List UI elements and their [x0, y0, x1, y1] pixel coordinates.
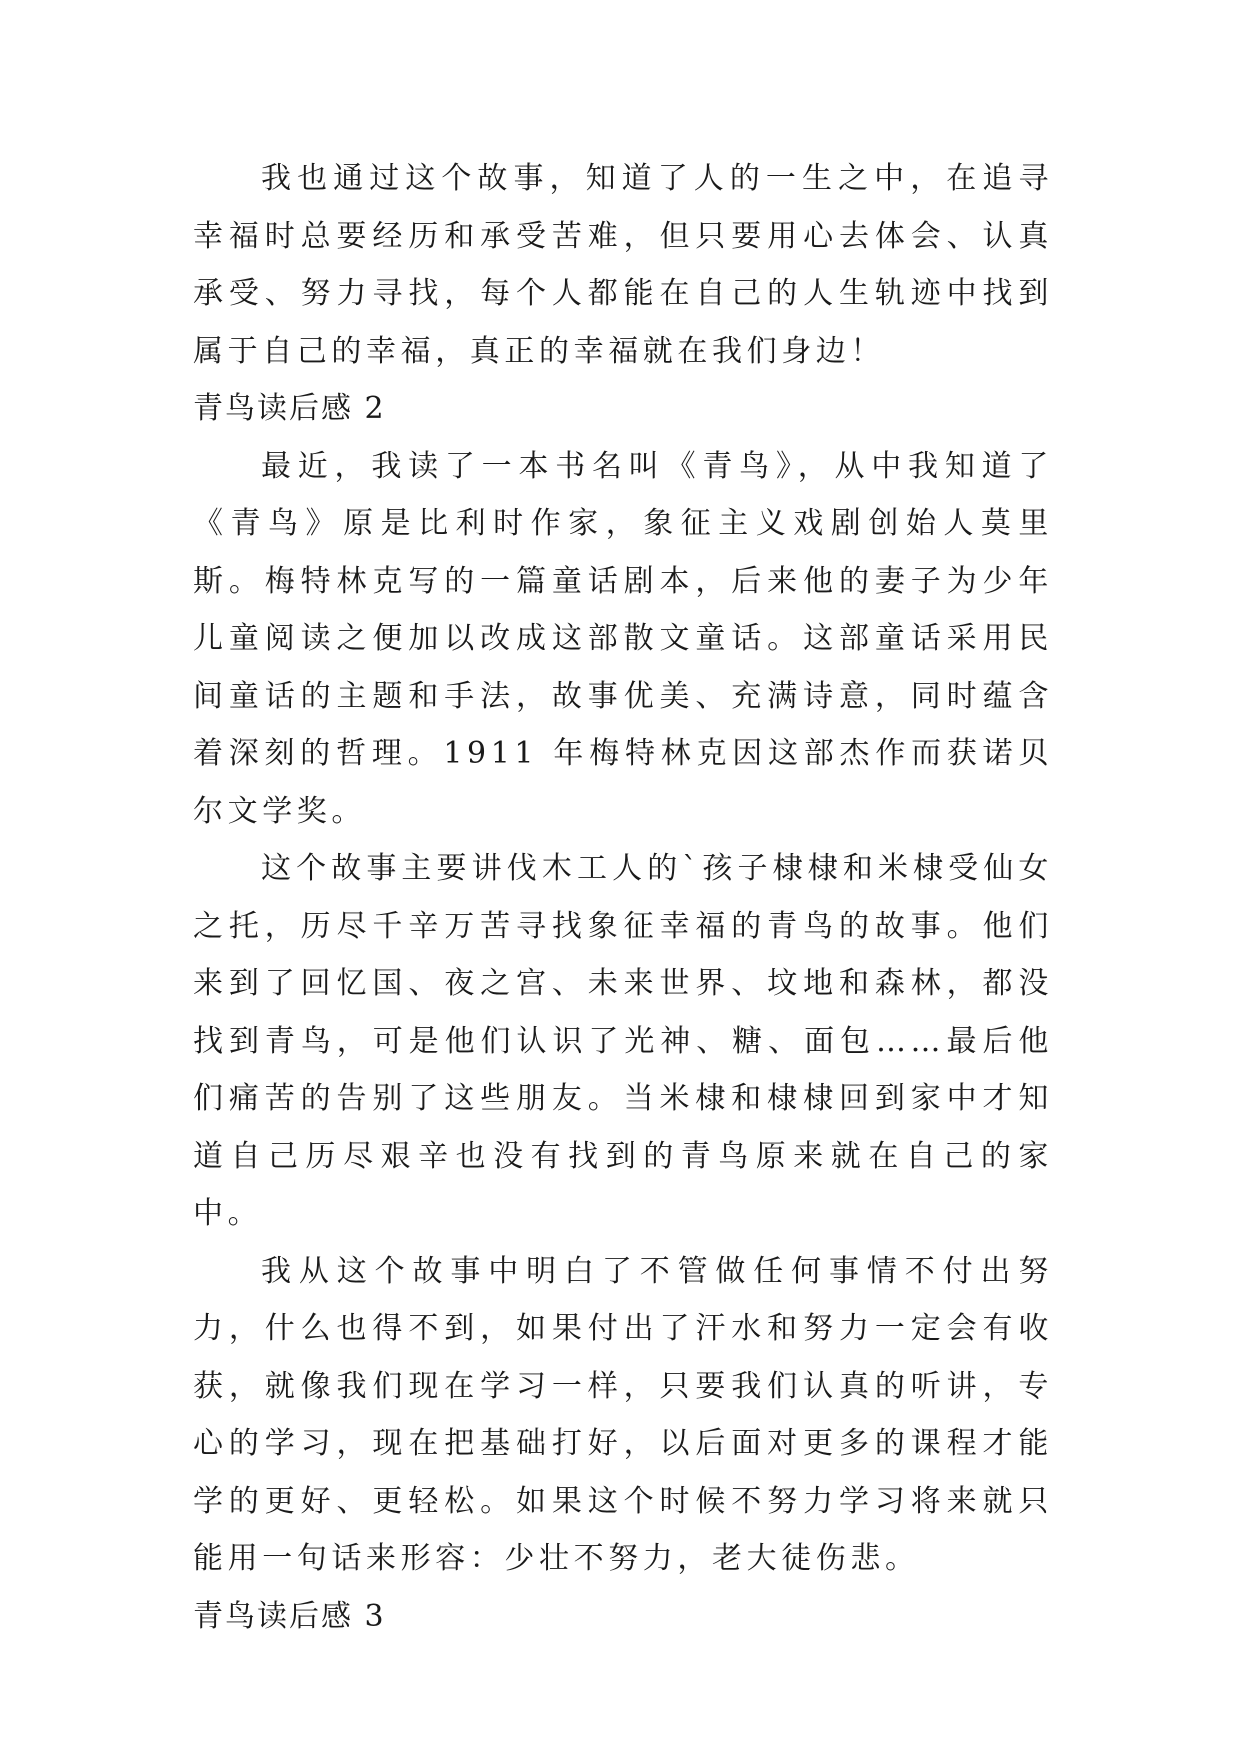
paragraph-story-summary: 这个故事主要讲伐木工人的`孩子棣棣和米棣受仙女之托，历尽千辛万苦寻找象征幸福的青鸟的故事。他们来到了回忆国、夜之宫、未来世界、坟地和森林，都没找到青鸟，可是他们认识了光神、糖、面包……最后他们痛苦的告别了这些朋友。当米棣和棣棣回到家中才知道自己历尽艰辛也没有找到的青鸟原来就在自己的家中。 [193, 851, 1053, 1231]
paragraph-lesson-learned: 我从这个故事中明白了不管做任何事情不付出努力，什么也得不到，如果付出了汗水和努力一定会有收获，就像我们现在学习一样，只要我们认真的听讲，专心的学习，现在把基础打好，以后面对更多的课程才能学的更好、更轻松。如果这个时候不努力学习将来就只能用一句话来形容：少壮不努力，老大徒伤悲。 [193, 1253, 1053, 1576]
document-body [193, 150, 1053, 1645]
section-heading-2: 青鸟读后感 2 [193, 391, 386, 426]
paragraph-book-introduction: 最近，我读了一本书名叫《青鸟》，从中我知道了《青鸟》原是比利时作家，象征主义戏剧创始人莫里斯。梅特林克写的一篇童话剧本，后来他的妻子为少年儿童阅读之便加以改成这部散文童话。这部童话采用民间童话的主题和手法，故事优美、充满诗意，同时蕴含着深刻的哲理。1911 年梅特林克因这部杰作而获诺贝尔文学奖。 [193, 448, 1053, 829]
section-heading-3: 青鸟读后感 3 [193, 1598, 386, 1634]
paragraph-happiness-reflection: 我也通过这个故事，知道了人的一生之中，在追寻幸福时总要经历和承受苦难，但只要用心去体会、认真承受、努力寻找，每个人都能在自己的人生轨迹中找到属于自己的幸福，真正的幸福就在我们身边！ [193, 161, 1053, 369]
